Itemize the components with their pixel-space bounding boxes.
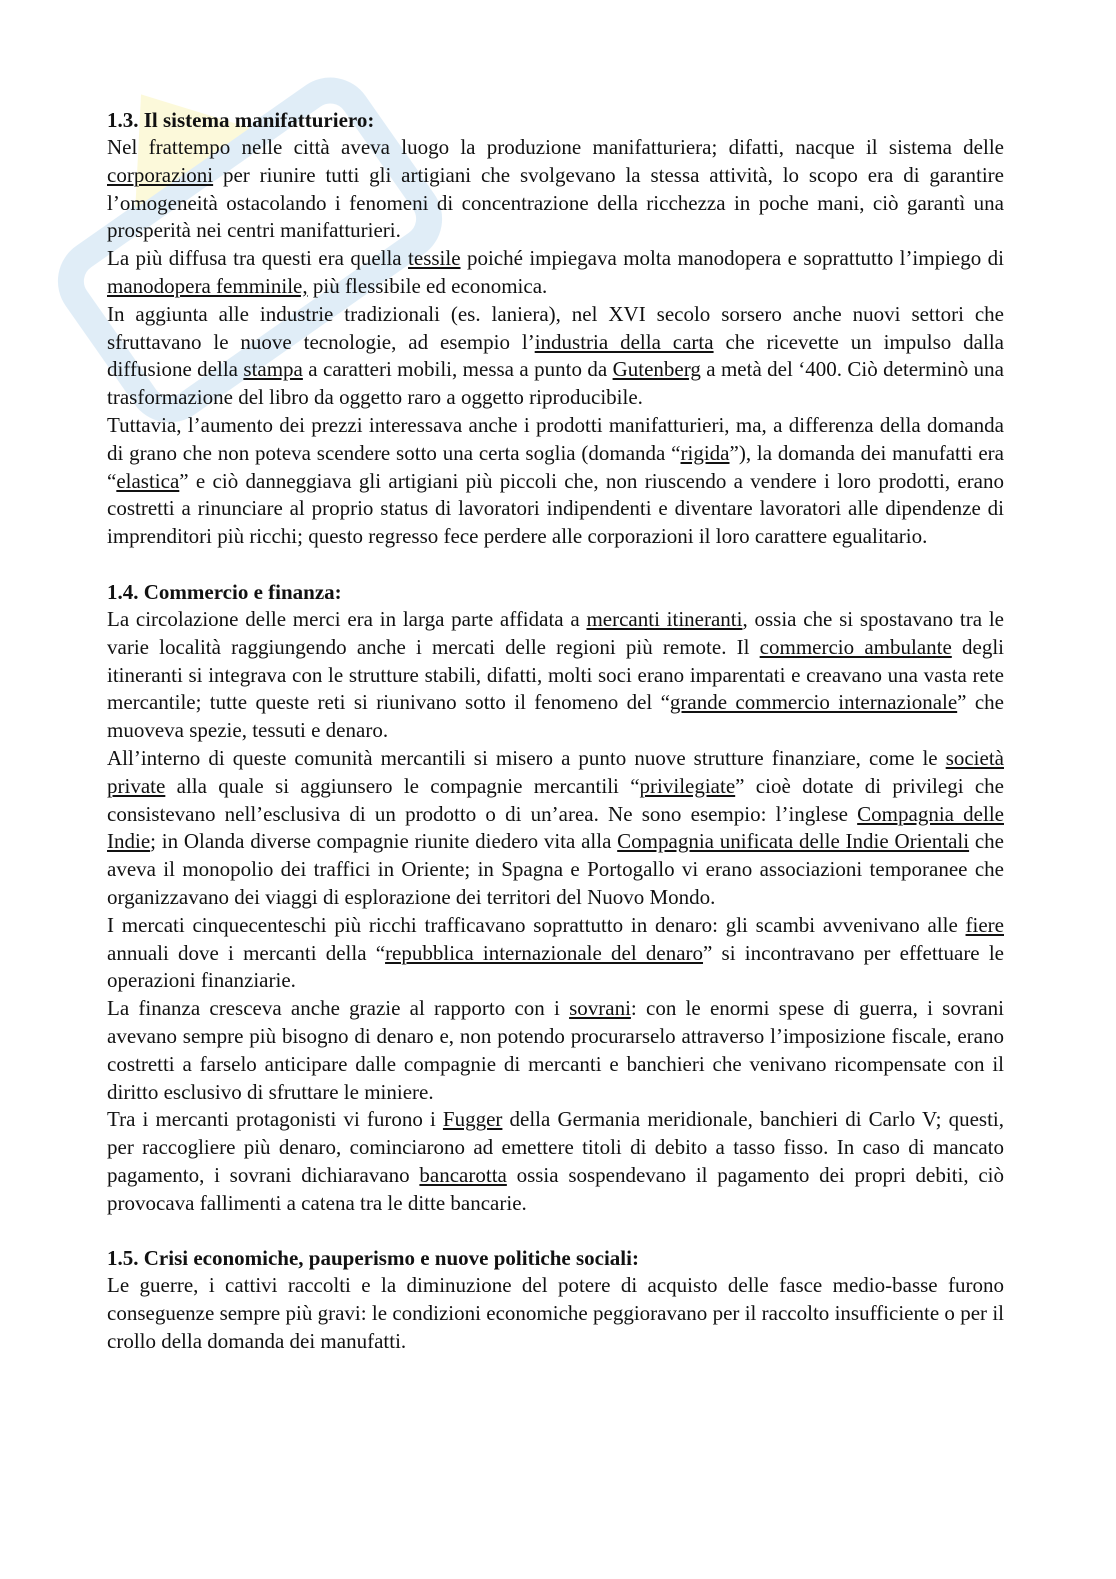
text-run: ” cioè dotate di privilegi che consistevano nell’esclusiva di un prodotto o di un’area. Ne sono esempio: l’inglese <box>107 773 1004 826</box>
underlined-term: bancarotta <box>419 1162 507 1187</box>
underlined-term: industria della carta <box>534 329 714 354</box>
paragraph <box>107 301 1004 412</box>
text-run: Le guerre, i cattivi raccolti e la diminuzione del potere di acquisto delle fasce medio-basse furono conseguenze sempre più gravi: le condizioni economiche peggioravano per il raccolto insufficiente o per il crollo della domanda dei manufatti. <box>107 1273 1004 1354</box>
section-3 <box>107 1244 1004 1355</box>
text-run: In aggiunta alle industrie tradizionali (es. laniera), nel XVI secolo sorsero anche nuovi settori che sfruttavano le nuove tecnologie, ad esempio l’ <box>107 301 1004 354</box>
underlined-term: elastica <box>116 468 180 493</box>
underlined-term: società private <box>107 745 1004 798</box>
text-run: , ossia che si spostavano tra le varie località raggiungendo anche i mercati delle regioni più remote. Il <box>107 606 1004 659</box>
text-run: All’interno di queste comunità mercantili si misero a punto nuove strutture finanziare, come le <box>107 745 946 770</box>
text-run: La circolazione delle merci era in larga parte affidata a <box>107 606 587 631</box>
text-run: ; in Olanda diverse compagnie riunite diedero vita alla <box>150 829 618 854</box>
paragraph <box>107 606 1004 745</box>
underlined-term: repubblica internazionale del denaro <box>385 940 704 965</box>
text-run: La più diffusa tra questi era quella <box>107 246 409 271</box>
section-heading: 1.3. Il sistema manifatturiero: <box>107 108 375 132</box>
text-run: degli itineranti si integrava con le strutture stabili, difatti, molti soci erano imparentati e creavano una vasta rete mercantile; tutte queste reti si riunivano sotto il fenomeno del “ <box>107 634 1004 715</box>
underlined-term: manodopera femminile, <box>107 273 308 298</box>
section-heading: 1.4. Commercio e finanza: <box>107 579 342 604</box>
underlined-term: stampa <box>243 357 303 382</box>
section-heading: 1.5. Crisi economiche, pauperismo e nuove politiche sociali: <box>107 1246 639 1271</box>
text-run: poiché impiegava molta manodopera e soprattutto l’impiego di <box>460 246 1005 271</box>
paragraph <box>107 995 1004 1106</box>
underlined-term: Fugger <box>442 1107 503 1132</box>
text-run: a caratteri mobili, messa a punto da <box>302 357 613 382</box>
paragraph <box>107 912 1004 995</box>
text-run: Nel frattempo nelle città aveva luogo la produzione manifatturiera; difatti, nacque il sistema delle <box>107 135 1004 159</box>
text-run: a metà del ‘400. Ciò determinò una trasformazione del libro da oggetto raro a oggetto riproducibile. <box>107 357 1004 410</box>
text-run: ”), la domanda dei manufatti era “ <box>107 440 1004 493</box>
text-run: che ricevette un impulso dalla diffusione della <box>107 329 1004 382</box>
text-run: che aveva il monopolio dei traffici in Oriente; in Spagna e Portogallo vi erano associazioni temporanee che organizzavano dei viaggi di esplorazione dei territori del Nuovo Mondo. <box>107 829 1004 909</box>
underlined-term: tessile <box>408 246 461 271</box>
text-run: Tuttavia, l’aumento dei prezzi interessava anche i prodotti manifatturieri, ma, a differenza della domanda di grano che non poteva scendere sotto una certa soglia (domanda “ <box>107 412 1004 465</box>
text-run: per riunire tutti gli artigiani che svolgevano la stessa attività, lo scopo era di garantire l’omogeneità ostacolando i fenomeni di concentrazione della ricchezza in poche mani, ciò garantì una prosperità nei centri manifatturieri. <box>107 162 1004 243</box>
underlined-term: grande commercio internazionale <box>669 690 958 715</box>
text-run: ” si incontravano per effettuare le operazioni finanziarie. <box>107 940 1004 993</box>
underlined-term: sovrani <box>569 996 631 1021</box>
underlined-term: Compagnia delle Indie <box>107 801 1004 854</box>
underlined-term: Compagnia unificata delle Indie Orientali <box>617 829 970 854</box>
text-run: annuali dove i mercanti della “ <box>107 940 386 965</box>
text-run: I mercati cinquecenteschi più ricchi trafficavano soprattutto in denaro: gli scambi avvenivano alle <box>107 912 966 937</box>
underlined-term: Gutenberg <box>612 357 701 382</box>
paragraph <box>107 745 1004 912</box>
paragraph <box>107 1106 1004 1217</box>
paragraph <box>107 1272 1004 1355</box>
text-run: alla quale si aggiunsero le compagnie mercantili “ <box>165 773 640 798</box>
section-2 <box>107 578 1004 1218</box>
paragraph <box>107 134 1004 245</box>
text-run: : con le enormi spese di guerra, i sovrani avevano sempre più bisogno di denaro e, non potendo procurarselo attraverso l’imposizione fiscale, erano costretti a farselo anticipare dalle compagnie di mercanti e banchieri che venivano ricompensate con il diritto esclusivo di sfruttare le miniere. <box>107 996 1004 1104</box>
text-run: La finanza cresceva anche grazie al rapporto con i <box>107 996 570 1021</box>
paragraph <box>107 412 1004 551</box>
text-run: Tra i mercanti protagonisti vi furono i <box>107 1107 443 1132</box>
text-run: ” che muoveva spezie, tessuti e denaro. <box>107 690 1004 743</box>
underlined-term: corporazioni <box>107 162 214 187</box>
text-run: più flessibile ed economica. <box>307 273 548 298</box>
section-1 <box>107 106 1004 551</box>
text-run: della Germania meridionale, banchieri di Carlo V; questi, per raccogliere più denaro, cominciarono ad emettere titoli di debito a tasso fisso. In caso di mancato pagamento, i sovrani dichiaravano <box>107 1107 1004 1187</box>
underlined-term: mercanti itineranti <box>586 606 743 631</box>
underlined-term: rigida <box>680 440 730 465</box>
paragraph <box>107 245 1004 301</box>
underlined-term: privilegiate <box>639 773 736 798</box>
underlined-term: fiere <box>965 912 1004 937</box>
underlined-term: commercio ambulante <box>759 634 952 659</box>
text-run: ossia sospendevano il pagamento dei propri debiti, ciò provocava fallimenti a catena tra le ditte bancarie. <box>107 1162 1004 1215</box>
text-run: ” e ciò danneggiava gli artigiani più piccoli che, non riuscendo a vendere i loro prodotti, erano costretti a rinunciare al proprio status di lavoratori indipendenti e diventare lavoratori alle dipendenze di imprenditori più ricchi; questo regresso fece perdere alle corporazioni il loro carattere egualitario. <box>107 468 1004 549</box>
document-page <box>107 106 1004 1383</box>
